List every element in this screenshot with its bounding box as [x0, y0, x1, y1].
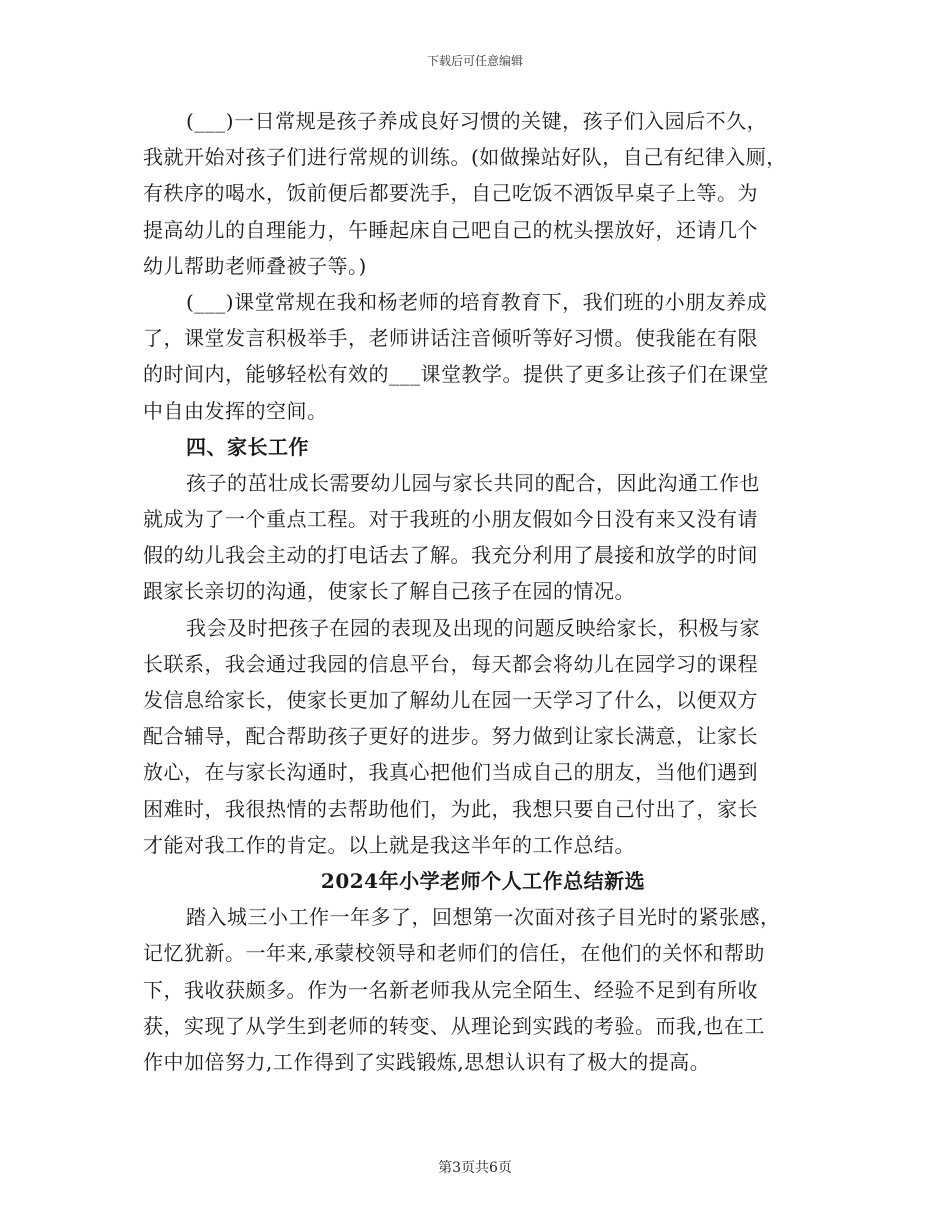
paragraph-line: 孩子的茁壮成长需要幼儿园与家长共同的配合，因此沟通工作也: [186, 470, 760, 495]
paragraph-line: 踏入城三小工作一年多了，回想第一次面对孩子目光时的紧张感，: [186, 905, 781, 930]
document-title: 2024年小学老师个人工作总结新选: [320, 868, 646, 893]
paragraph-line: 假的幼儿我会主动的打电话去了解。我充分利用了晨接和放学的时间: [143, 543, 758, 568]
paragraph-line: 放心，在与家长沟通时，我真心把他们当成自己的朋友，当他们遇到: [143, 760, 758, 785]
paragraph-line: 幼儿帮助老师叠被子等。): [143, 253, 367, 278]
paragraph-line: 中自由发挥的空间。: [143, 398, 328, 423]
paragraph-line: 困难时，我很热情的去帮助他们，为此，我想只要自己付出了，家长: [143, 796, 758, 821]
paragraph-line: 跟家长亲切的沟通，使家长了解自己孩子在园的情况。: [143, 579, 635, 604]
paragraph-line: 了，课堂发言积极举手，老师讲话注音倾听等好习惯。使我能在有限: [143, 326, 758, 351]
paragraph-line: 才能对我工作的肯定。以上就是我这半年的工作总结。: [143, 832, 635, 857]
paragraph-line: 提高幼儿的自理能力，午睡起床自己吧自己的枕头摆放好，还请几个: [143, 217, 758, 242]
paragraph-line: 记忆犹新。一年来,承蒙校领导和老师们的信任，在他们的关怀和帮助: [143, 941, 765, 966]
section-heading: 四、家长工作: [186, 434, 309, 459]
paragraph-line: 有秩序的喝水，饭前便后都要洗手，自己吃饭不洒饭早桌子上等。为: [143, 181, 758, 206]
paragraph-line: 我会及时把孩子在园的表现及出现的问题反映给家长，积极与家: [186, 615, 760, 640]
paragraph-line: 获，实现了从学生到老师的转变、从理论到实践的考验。而我,也在工: [143, 1013, 765, 1038]
page-header: 下载后可任意编辑: [426, 54, 523, 68]
paragraph-line: (___)一日常规是孩子养成良好习惯的关键，孩子们入园后不久，: [186, 109, 768, 133]
page-footer: 第3页共6页: [438, 1160, 512, 1176]
paragraph-line: (___)课堂常规在我和杨老师的培育教育下，我们班的小朋友养成: [186, 289, 768, 314]
paragraph-line: 作中加倍努力,工作得到了实践锻炼,思想认识有了极大的提高。: [143, 1049, 711, 1074]
document-body: [143, 103, 823, 1080]
paragraph-line: 下，我收获颇多。作为一名新老师我从完全陌生、经验不足到有所收: [143, 977, 758, 1002]
paragraph-line: 长联系，我会通过我园的信息平台，每天都会将幼儿在园学习的课程: [143, 651, 758, 676]
paragraph-line: 我就开始对孩子们进行常规的训练。(如做操站好队，自己有纪律入厕，: [143, 145, 787, 170]
paragraph-line: 的时间内，能够轻松有效的___课堂教学。提供了更多让孩子们在课堂: [143, 362, 769, 387]
paragraph-line: 发信息给家长，使家长更加了解幼儿在园一天学习了什么，以便双方: [143, 688, 758, 712]
paragraph-line: 就成为了一个重点工程。对于我班的小朋友假如今日没有来又没有请: [143, 507, 758, 532]
paragraph-line: 配合辅导，配合帮助孩子更好的进步。努力做到让家长满意，让家长: [143, 724, 758, 749]
